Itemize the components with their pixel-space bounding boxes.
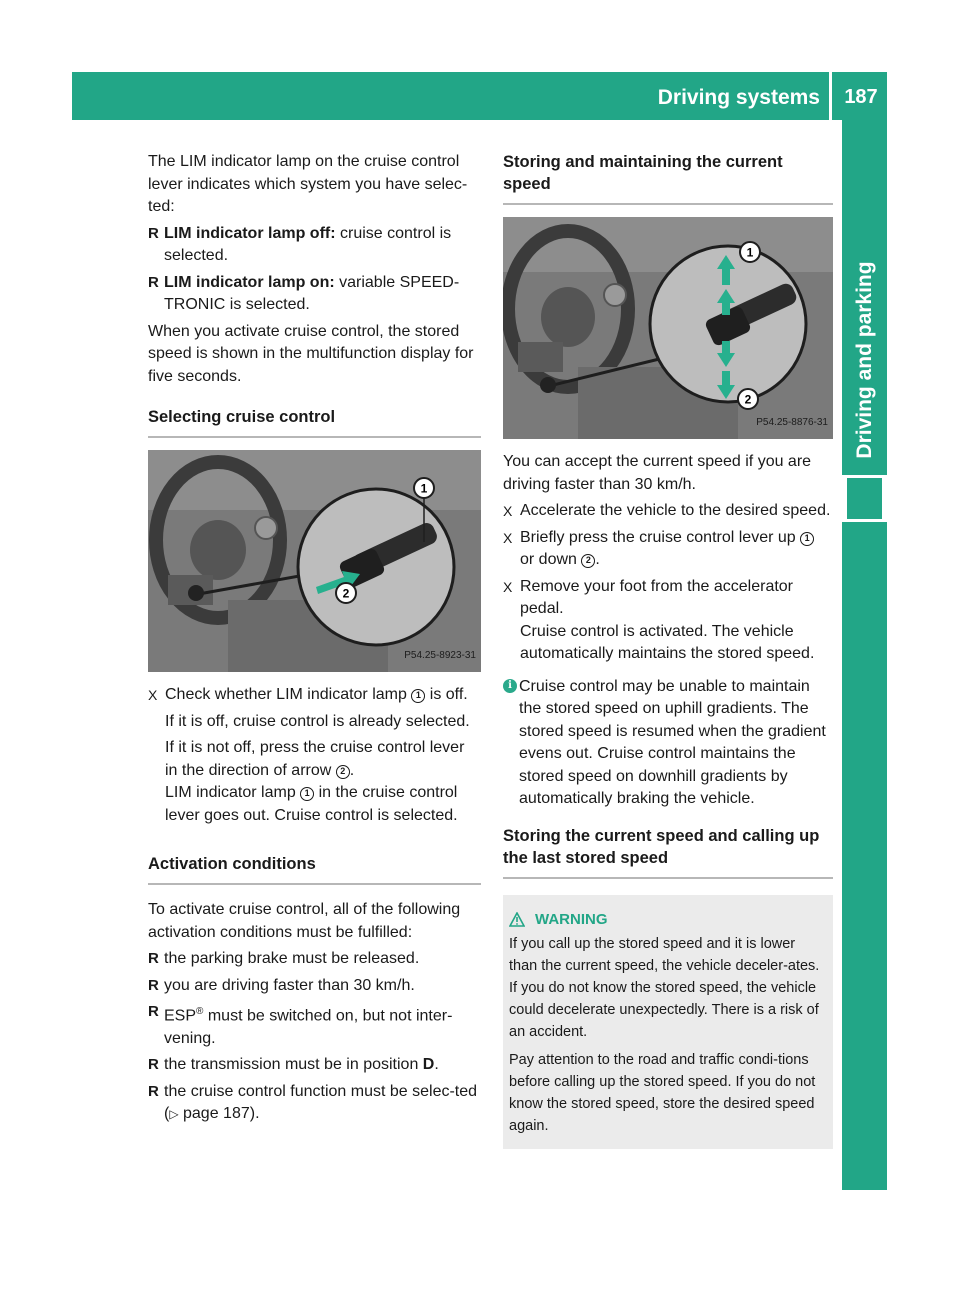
gear-position: D bbox=[422, 1056, 435, 1074]
step-item bbox=[503, 576, 833, 666]
step-marker: X bbox=[503, 578, 513, 595]
heading-activation: Activation conditions bbox=[148, 853, 481, 885]
callout-1: 1 bbox=[420, 481, 428, 496]
bullet-marker: R bbox=[148, 1056, 159, 1074]
illustration bbox=[148, 450, 481, 672]
heading-calling-up: Storing the current speed and calling up the last stored speed bbox=[503, 825, 833, 879]
heading-storing: Storing and maintaining the current speed bbox=[503, 151, 833, 205]
left-column bbox=[148, 151, 481, 1126]
warning-box bbox=[503, 895, 833, 1149]
step-text: . bbox=[595, 551, 600, 568]
list-item bbox=[148, 272, 481, 317]
info-text: Cruise control may be unable to maintain the stored speed on uphill gradients. The stored speed is resumed when the gradient evens out. Cruise control maintains the stored speed on downhill gradients by automatically braking the vehicle. bbox=[519, 677, 826, 807]
number-1-icon: 1 bbox=[800, 532, 814, 546]
step-detail: LIM indicator lamp bbox=[165, 784, 301, 801]
step-item bbox=[503, 527, 833, 572]
step-detail: If it is not off, press the cruise control lever in the direction of arrow bbox=[165, 739, 465, 779]
bullet-text: the transmission must be in position bbox=[164, 1056, 423, 1074]
section-title: Driving systems bbox=[657, 86, 820, 109]
bullet-marker: R bbox=[148, 950, 159, 967]
info-icon: i bbox=[503, 679, 517, 693]
step-text: in the cruise control lever goes out. Cruise control is selected. bbox=[165, 784, 458, 824]
page-ref-icon: ▷ bbox=[169, 1107, 179, 1122]
header-divider bbox=[829, 72, 832, 120]
bullet-bold: LIM indicator lamp off: bbox=[164, 224, 336, 242]
step-text: is off. bbox=[425, 686, 468, 703]
step-text: . bbox=[349, 761, 355, 779]
registered-mark: ® bbox=[196, 1006, 204, 1017]
step-item bbox=[503, 500, 833, 523]
figure-cruise-lever-select bbox=[148, 450, 481, 672]
paragraph: When you activate cruise control, the stored speed is shown in the multifunction display for five seconds. bbox=[148, 322, 474, 385]
figure-caption: P54.25-8876-31 bbox=[756, 416, 828, 428]
right-column bbox=[503, 151, 833, 1149]
step-detail: If it is off, cruise control is already selected. bbox=[165, 712, 470, 730]
bullet-marker: R bbox=[148, 224, 159, 242]
activation-intro: To activate cruise control, all of the following activation conditions must be fulfilled: bbox=[148, 901, 461, 941]
figure-cruise-lever-up-down bbox=[503, 217, 833, 439]
warning-text: Pay attention to the road and traffic condi-tions before calling up the stored speed. If you do not know the stored speed, store the desired speed again. bbox=[509, 1051, 816, 1134]
side-tab bbox=[841, 261, 889, 459]
bullet-text: the cruise control function must be selec-ted ( bbox=[164, 1082, 478, 1123]
bullet-marker: R bbox=[148, 1082, 159, 1100]
warning-header bbox=[509, 909, 825, 931]
callout-2: 2 bbox=[744, 392, 752, 407]
list-item bbox=[148, 948, 481, 971]
step-text: Check whether LIM indicator lamp bbox=[165, 686, 412, 703]
bullet-text: variable SPEED-TRONIC is selected. bbox=[164, 273, 460, 313]
number-2-icon: 2 bbox=[581, 554, 595, 568]
callout-1: 1 bbox=[746, 245, 754, 260]
figure-caption: P54.25-8923-31 bbox=[404, 649, 476, 661]
intro-text: The LIM indicator lamp on the cruise control lever indicates which system you have selec-ted: bbox=[148, 153, 468, 215]
step-item bbox=[148, 684, 481, 827]
side-tab-label: Driving and parking bbox=[853, 261, 876, 459]
step-text: Briefly press the cruise control lever up bbox=[520, 528, 801, 546]
list-item bbox=[148, 1001, 481, 1050]
side-marker-inner bbox=[847, 478, 882, 519]
bullet-marker: R bbox=[148, 273, 159, 291]
illustration bbox=[503, 217, 833, 439]
step-text: Remove your foot from the accelerator pedal. bbox=[520, 577, 794, 617]
bullet-marker: R bbox=[148, 976, 159, 994]
info-note bbox=[503, 676, 833, 811]
bullet-text: you are driving faster than 30 km/h. bbox=[164, 976, 415, 994]
number-1-icon: 1 bbox=[300, 787, 314, 801]
bullet-text: . bbox=[434, 1056, 439, 1074]
paragraph: You can accept the current speed if you are driving faster than 30 km/h. bbox=[503, 453, 812, 493]
step-marker: X bbox=[503, 503, 513, 519]
page-ref-link[interactable]: page 187). bbox=[178, 1105, 260, 1123]
list-item bbox=[148, 975, 481, 998]
warning-label: WARNING bbox=[535, 910, 608, 928]
step-text: Accelerate the vehicle to the desired speed. bbox=[520, 502, 831, 519]
list-item bbox=[148, 1054, 481, 1077]
bullet-marker: R bbox=[148, 1003, 159, 1020]
list-item bbox=[148, 223, 481, 268]
step-detail: Cruise control is activated. The vehicle automatically maintains the stored speed. bbox=[520, 622, 815, 662]
callout-2: 2 bbox=[342, 586, 350, 601]
bullet-text: cruise control is selected. bbox=[164, 224, 452, 264]
heading-selecting: Selecting cruise control bbox=[148, 406, 481, 438]
bullet-text: the parking brake must be released. bbox=[164, 950, 420, 967]
warning-text: If you call up the stored speed and it is lower than the current speed, the vehicle deceler-ates. If you do not know the stored speed, the vehicle could decelerate unexpectedly. There is a risk of an accident. bbox=[509, 935, 820, 1040]
step-text: or down bbox=[520, 551, 582, 568]
bullet-text: ESP bbox=[164, 1007, 197, 1025]
number-1-icon: 1 bbox=[411, 689, 425, 703]
bullet-text: must be switched on, but not inter-vening. bbox=[164, 1007, 453, 1047]
step-marker: X bbox=[148, 687, 158, 703]
step-marker: X bbox=[503, 529, 513, 546]
number-2-icon: 2 bbox=[336, 765, 350, 779]
warning-triangle-icon bbox=[509, 912, 525, 927]
bullet-bold: LIM indicator lamp on: bbox=[164, 273, 335, 291]
page-number: 187 bbox=[844, 86, 878, 108]
list-item bbox=[148, 1081, 481, 1126]
